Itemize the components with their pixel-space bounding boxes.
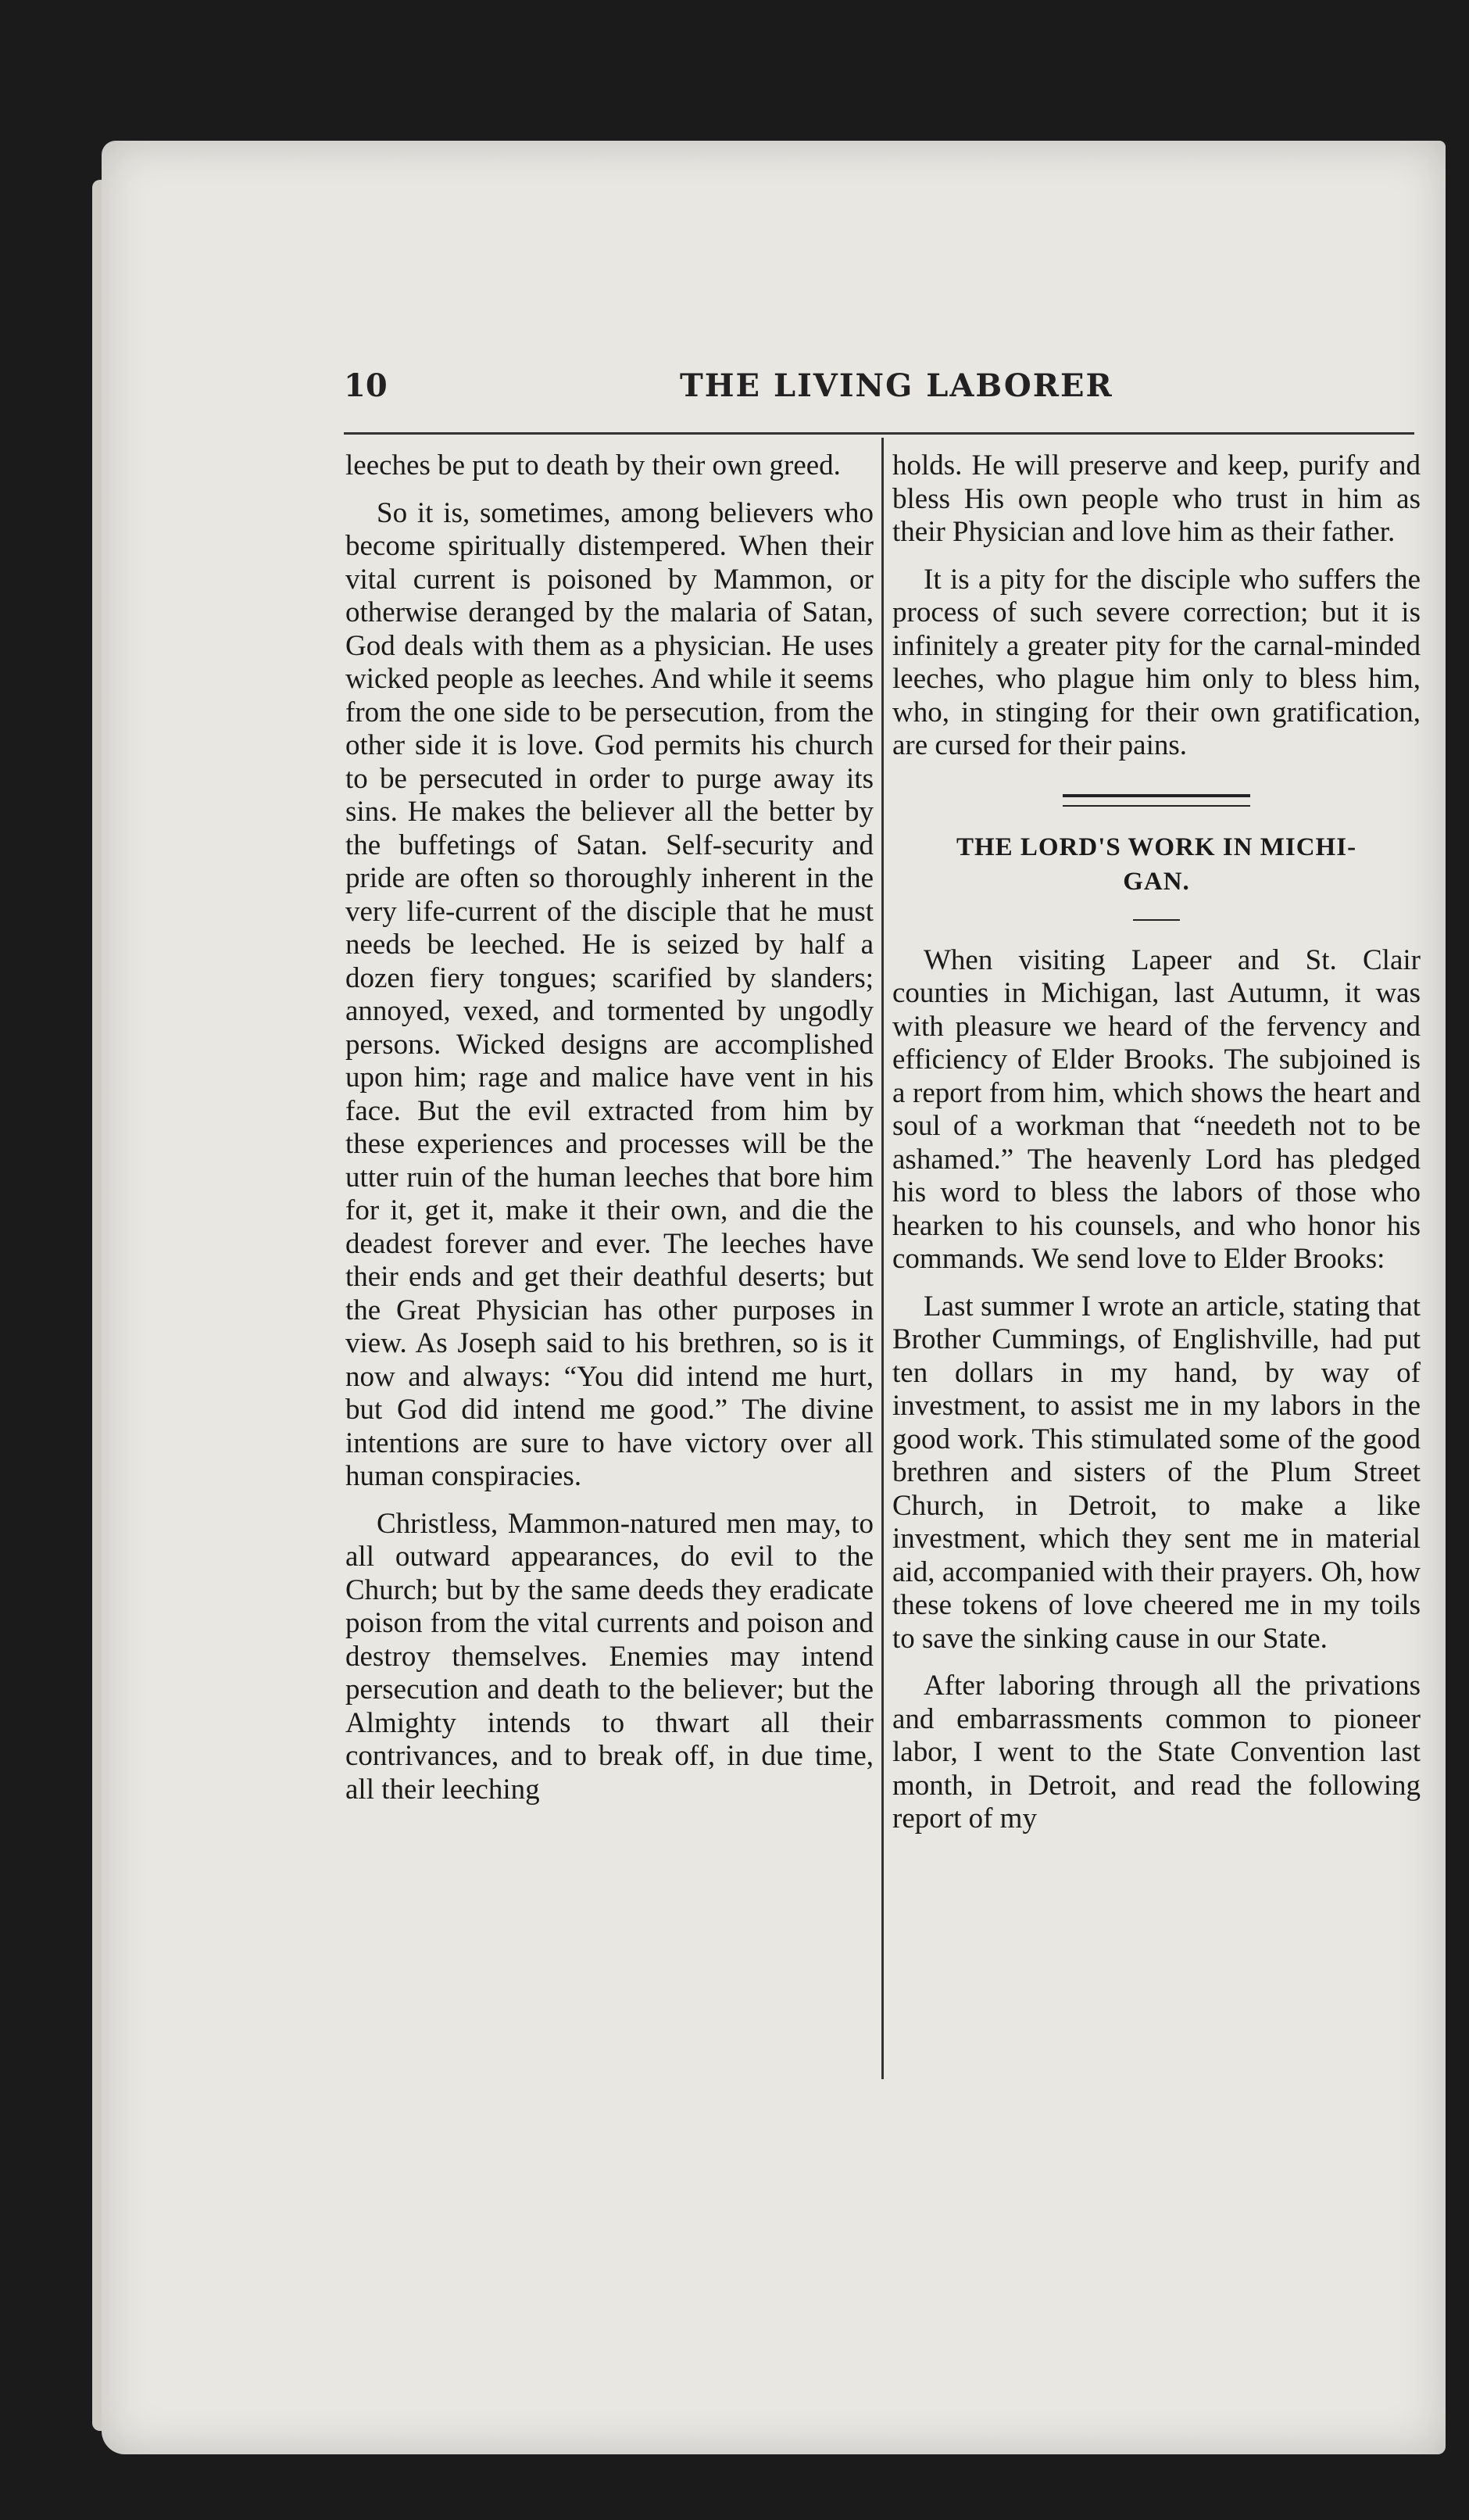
paragraph: Christless, Mammon-natured men may, to all outward appearances, do evil to the Church; but by the same deeds they eradicate poison from the vital currents and poison and destroy themselves. Enemies may intend persecution and death to the believer; but the Almighty intends to thwart all their contrivances, and to break off, in due time, all their leeching	[345, 1507, 874, 1806]
paragraph: leeches be put to death by their own greed.	[345, 449, 841, 481]
paragraph: When visiting Lapeer and St. Clair counties in Michigan, last Autumn, it was with pleasure we heard of the fervency and efficiency of Elder Brooks. The subjoined is a report from him, which shows the heart and soul of a workman that “needeth not to be ashamed.” The heavenly Lord has pledged his word to bless the labors of those who hearken to his counsels, and who honor his commands. We send love to Elder Brooks:	[892, 943, 1421, 1275]
paragraph: So it is, sometimes, among believers who become spiritually distempered. When their vital current is poisoned by Mammon, or otherwise deranged by the malaria of Satan, God deals with them as a physician. He uses wicked people as leeches. And while it seems from the one side to be persecution, from the other side it is love. God permits his church to be persecuted in order to purge away its sins. He makes the believer all the better by the buffetings of Satan. Self-security and pride are often so thoroughly inherent in the very life-current of the disciple that he must needs be leeched. He is seized by half a dozen fiery tongues; scarified by slanders; annoyed, vexed, and tormented by ungodly persons. Wicked designs are accomplished upon him; rage and malice have vent in his face. But the evil extracted from him by these experiences and processes will be the utter ruin of the human leeches that bore him for it, get it, make it their own, and die the deadest forever and ever. The leeches have their ends and get their deathful deserts; but the Great Physician has other purposes in view. As Joseph said to his brethren, so is it now and always: “You did intend me hurt, but God did intend me good.” The divine intentions are sure to have victory over all human conspiracies.	[345, 496, 874, 1492]
paragraph: holds. He will preserve and keep, purify and bless His own people who trust in him as their Physician and love him as their father.	[892, 449, 1421, 548]
page-header	[344, 367, 1422, 422]
left-column	[345, 449, 874, 1820]
section-heading-line: THE LORD'S WORK IN MICHI-	[956, 832, 1357, 861]
header-rule	[344, 432, 1414, 435]
column-divider	[881, 438, 884, 2079]
section-divider	[1063, 794, 1250, 807]
right-column	[892, 449, 1421, 1850]
paragraph: Last summer I wrote an article, stating that Brother Cummings, of Englishville, had put ten dollars in my hand, by way of investment, to assist me in my labors in the good work. This stimulated some of the good brethren and sisters of the Plum Street Church, in Detroit, to make a like investment, which they sent me in material aid, accompanied with their prayers. Oh, how these tokens of love cheered me in my toils to save the sinking cause in our State.	[892, 1290, 1421, 1655]
paragraph: After laboring through all the privations and embarrassments common to pioneer labor, I went to the State Convention last month, in Detroit, and read the following report of my	[892, 1670, 1421, 1835]
running-title: THE LIVING LABORER	[680, 367, 1113, 404]
section-heading-line: GAN.	[1123, 867, 1190, 896]
section-heading	[892, 830, 1421, 899]
paragraph: It is a pity for the disciple who suffers the process of such severe correction; but it is infinitely a greater pity for the carnal-minded leeches, who plague him only to bless him, who, in stinging for their own gratification, are cursed for their pains.	[892, 563, 1421, 761]
page-number: 10	[344, 367, 388, 404]
heading-rule	[1133, 919, 1180, 921]
